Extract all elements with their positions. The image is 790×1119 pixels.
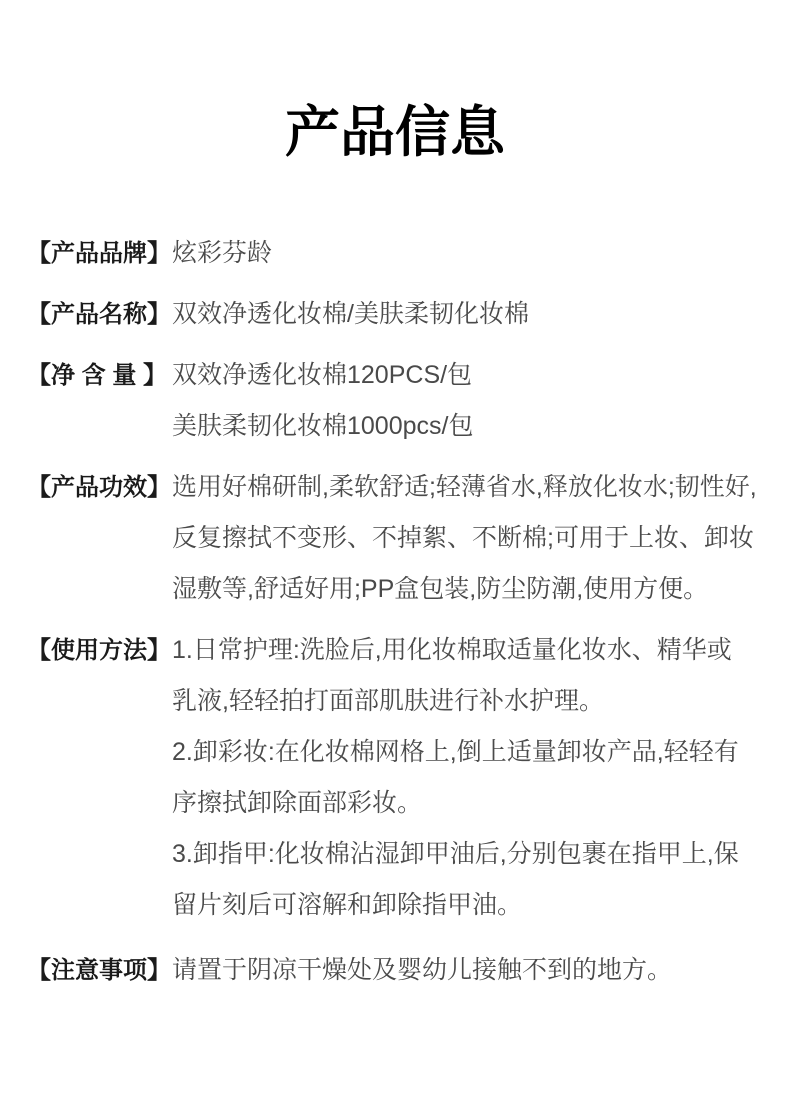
product-name-label: 【产品名称】: [27, 301, 171, 328]
text-line: 1.日常护理:洗脸后,用化妆棉取适量化妆水、精华或: [172, 636, 732, 664]
text-line: 乳液,轻轻拍打面部肌肤进行补水护理。: [172, 687, 604, 715]
text-line: 湿敷等,舒适好用;PP盒包装,防尘防潮,使用方便。: [172, 575, 709, 603]
page-title: 产品信息: [284, 101, 505, 163]
text-line: 留片刻后可溶解和卸除指甲油。: [172, 891, 523, 919]
text-line: 炫彩芬龄: [172, 239, 273, 267]
text-line: 双效净透化妆棉/美肤柔韧化妆棉: [172, 300, 529, 328]
product-name-value: [172, 289, 772, 340]
usage-value: [172, 625, 772, 931]
text-line: 美肤柔韧化妆棉1000pcs/包: [172, 412, 474, 440]
text-line: 双效净透化妆棉120PCS/包: [172, 361, 473, 389]
text-line: 序擦拭卸除面部彩妆。: [172, 789, 423, 817]
notice-label: 【注意事项】: [27, 957, 171, 984]
text-line: 3.卸指甲:化妆棉沾湿卸甲油后,分别包裹在指甲上,保: [172, 840, 739, 868]
section-product-name: [0, 289, 790, 340]
product-info-list: [0, 228, 790, 996]
net-content-label: 【净 含 量 】: [27, 362, 168, 389]
brand-label: 【产品品牌】: [27, 240, 171, 267]
text-line: 反复擦拭不变形、不掉絮、不断棉;可用于上妆、卸妆: [172, 524, 754, 552]
effects-value: [172, 462, 772, 615]
notice-value: [172, 945, 772, 996]
text-line: 2.卸彩妆:在化妆棉网格上,倒上适量卸妆产品,轻轻有: [172, 738, 739, 766]
text-line: 选用好棉研制,柔软舒适;轻薄省水,释放化妆水;韧性好,: [172, 473, 757, 501]
effects-label: 【产品功效】: [27, 474, 171, 501]
section-effects: [0, 462, 790, 615]
section-brand: [0, 228, 790, 279]
section-usage: [0, 625, 790, 931]
brand-value: [172, 228, 772, 279]
section-notice: [0, 945, 790, 996]
text-line: 请置于阴凉干燥处及婴幼儿接触不到的地方。: [172, 956, 673, 984]
usage-label: 【使用方法】: [27, 637, 171, 664]
net-content-value: [172, 350, 772, 452]
section-net-content: [0, 350, 790, 452]
